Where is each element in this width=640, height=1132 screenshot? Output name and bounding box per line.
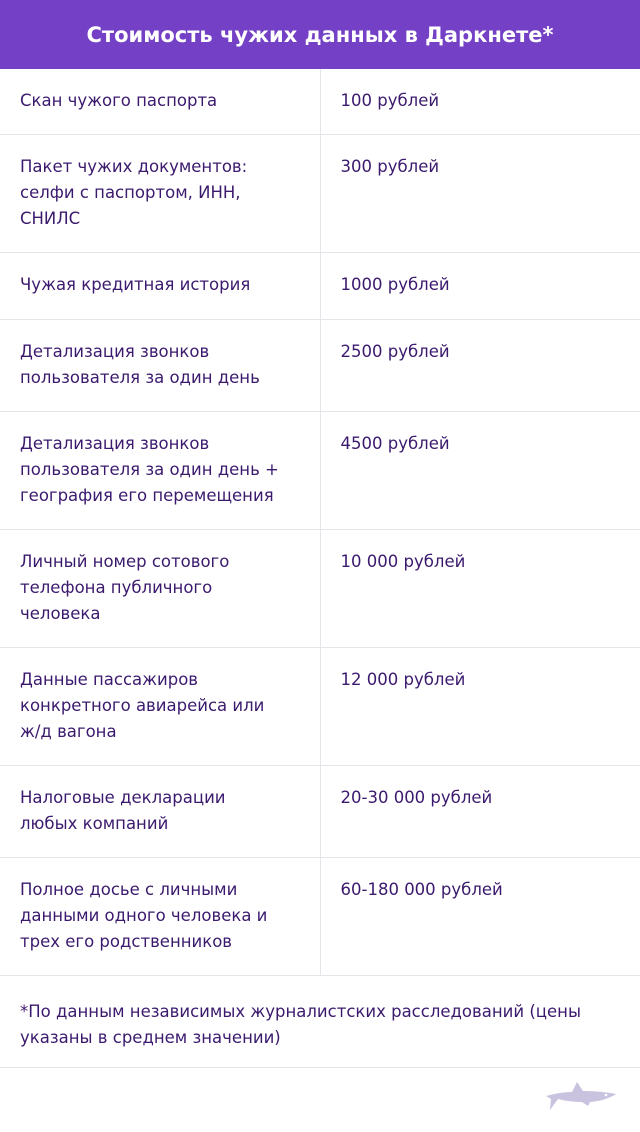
price-cell: 12 000 рублей (320, 647, 640, 765)
shark-icon (544, 1080, 618, 1116)
table-row (0, 134, 640, 252)
price-cell: 1000 рублей (320, 252, 640, 319)
table-row (0, 647, 640, 765)
table-row (0, 319, 640, 411)
footnote: *По данным независимых журналистских расследований (цены указаны в среднем значении) (0, 976, 640, 1068)
item-cell: Пакет чужих документов: селфи с паспортом, ИНН, СНИЛС (0, 134, 320, 252)
page-title: Стоимость чужих данных в Даркнете* (86, 22, 554, 47)
price-cell: 20-30 000 рублей (320, 765, 640, 857)
item-cell: Данные пассажиров конкретного авиарейса или ж/д вагона (0, 647, 320, 765)
item-cell: Личный номер сотового телефона публичного человека (0, 529, 320, 647)
item-cell: Детализация звонков пользователя за один день (0, 319, 320, 411)
item-cell: Детализация звонков пользователя за один день + география его перемещения (0, 411, 320, 529)
table-row (0, 411, 640, 529)
table-row (0, 765, 640, 857)
price-cell: 4500 рублей (320, 411, 640, 529)
item-cell: Скан чужого паспорта (0, 69, 320, 134)
price-cell: 100 рублей (320, 69, 640, 134)
price-cell: 10 000 рублей (320, 529, 640, 647)
item-cell: Налоговые декларации любых компаний (0, 765, 320, 857)
item-cell: Полное досье с личными данными одного человека и трех его родственников (0, 857, 320, 975)
table-row (0, 857, 640, 975)
table-row (0, 529, 640, 647)
price-cell: 2500 рублей (320, 319, 640, 411)
table-row (0, 69, 640, 134)
item-cell: Чужая кредитная история (0, 252, 320, 319)
table-row (0, 252, 640, 319)
price-cell: 300 рублей (320, 134, 640, 252)
price-cell: 60-180 000 рублей (320, 857, 640, 975)
table-header (0, 0, 640, 69)
price-table (0, 69, 640, 976)
